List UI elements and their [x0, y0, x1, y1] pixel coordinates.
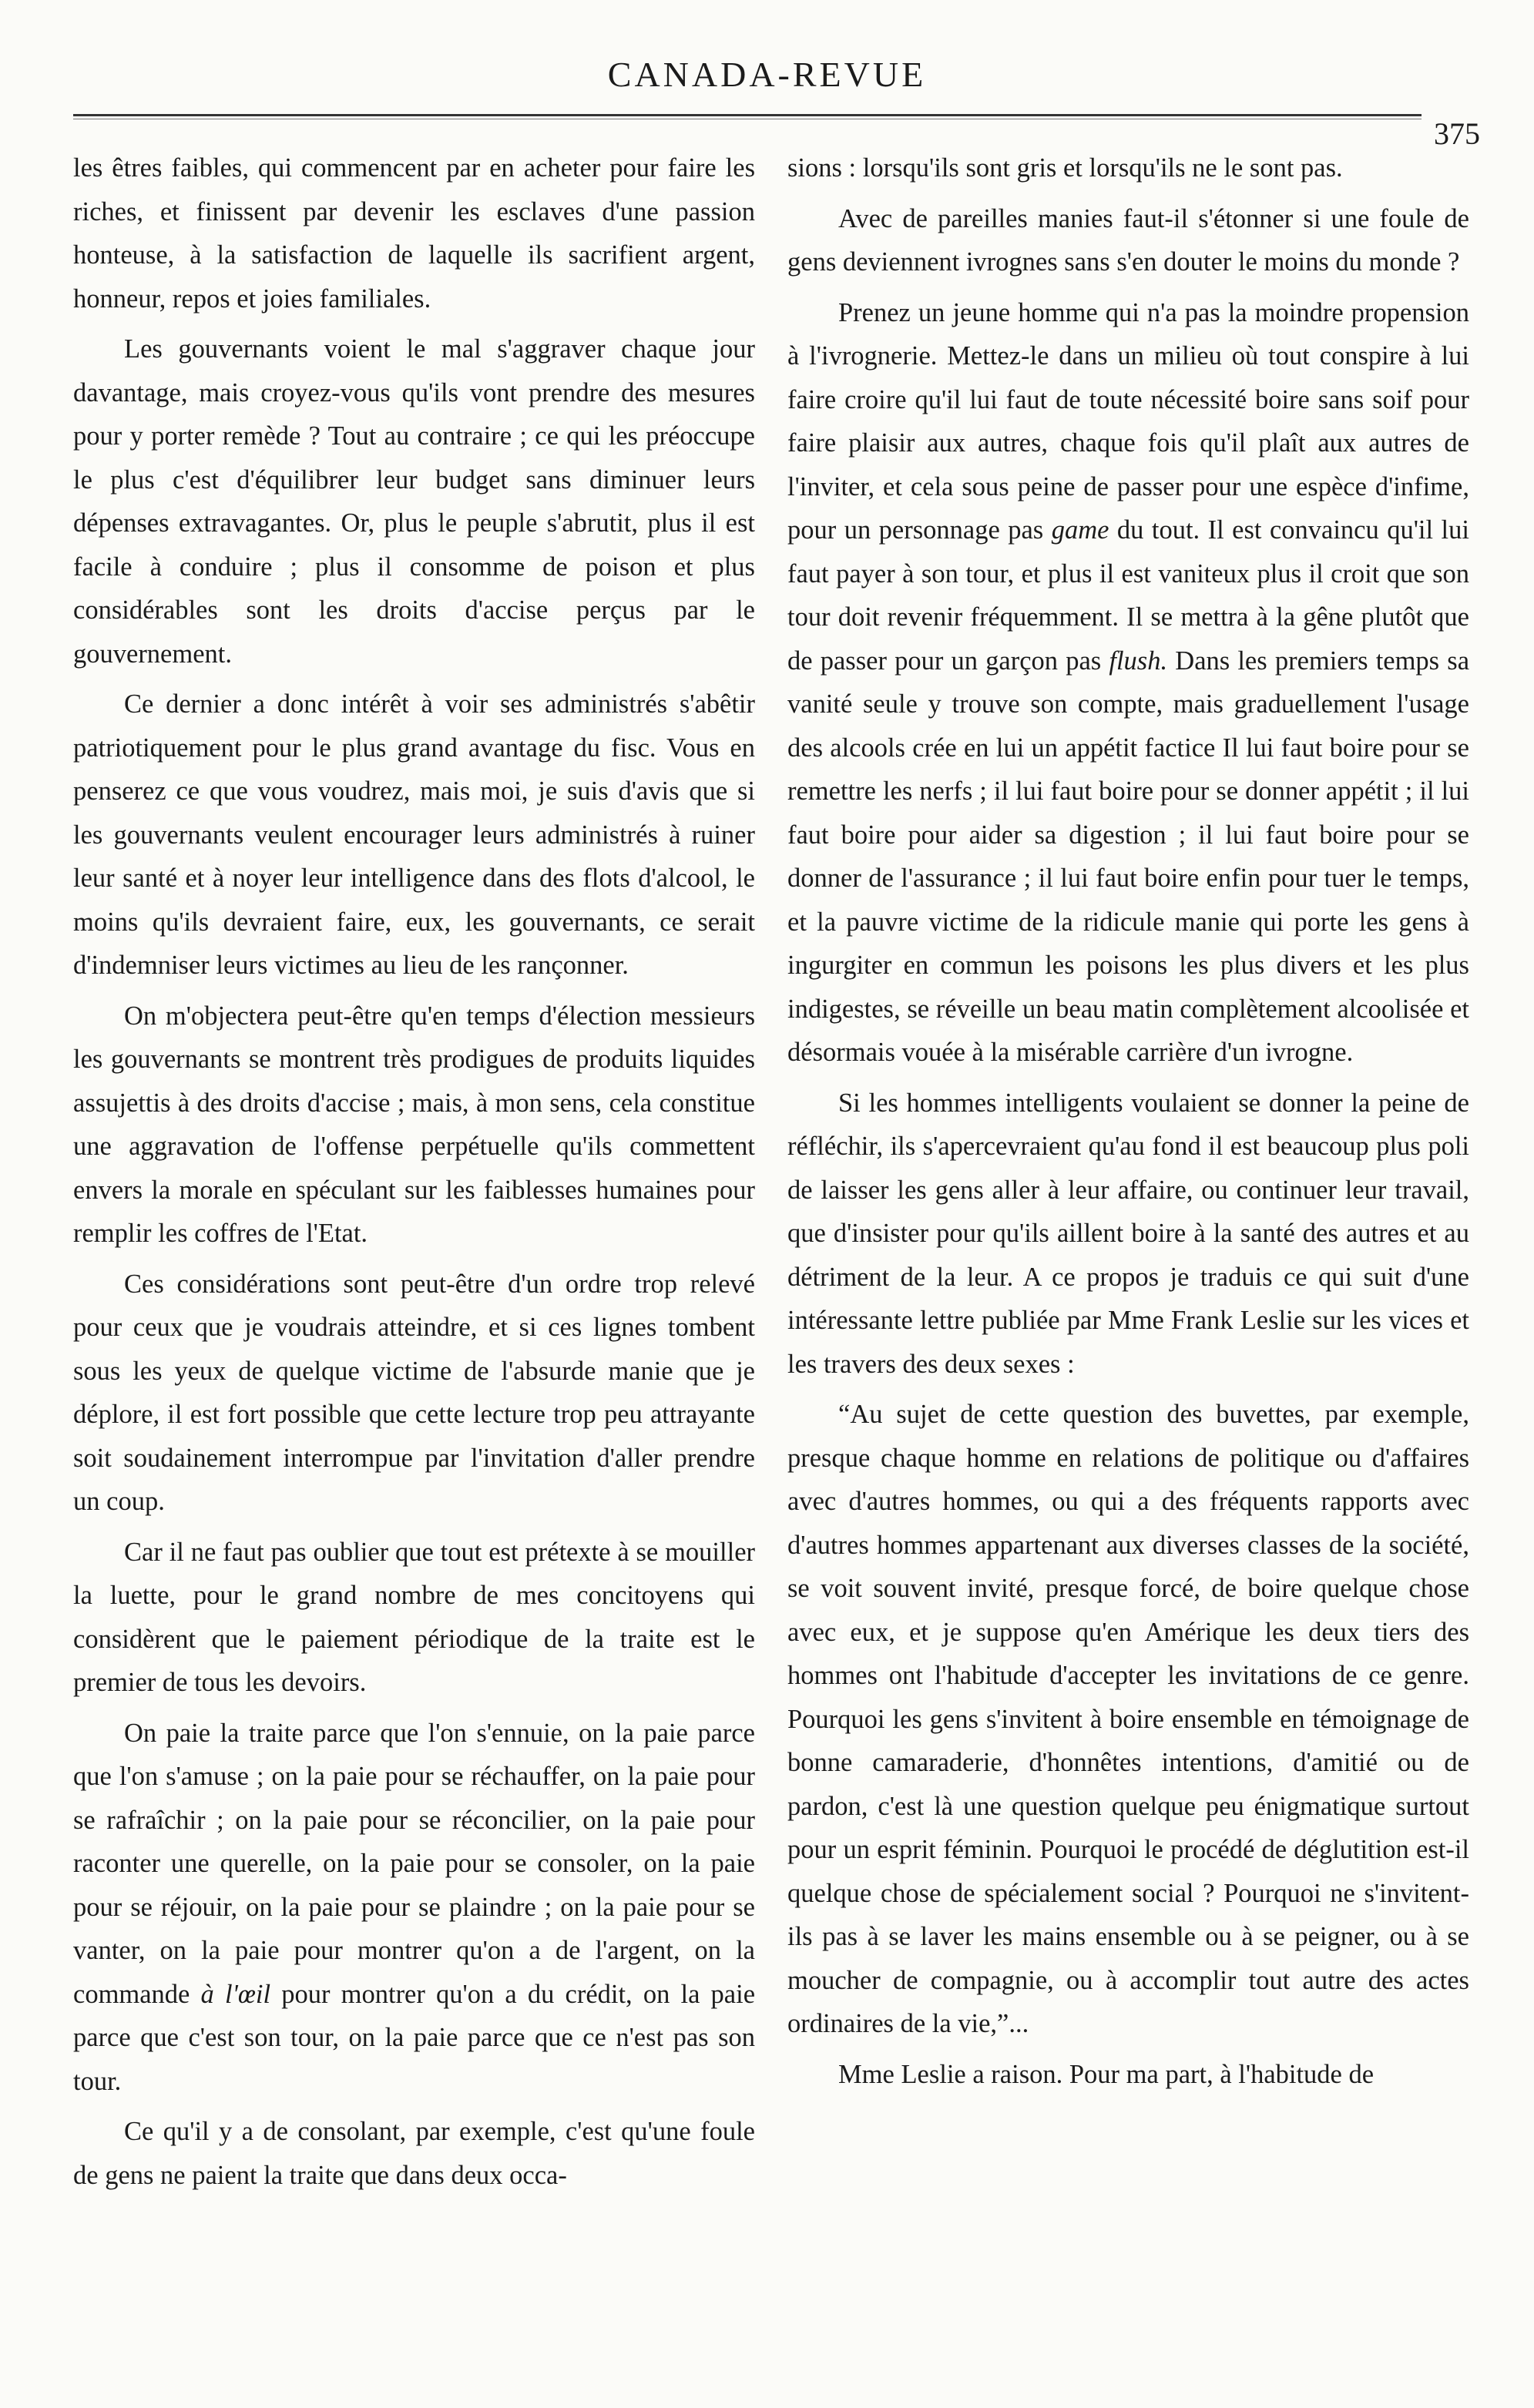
- paragraph: Avec de pareilles manies faut-il s'étonner si une foule de gens deviennent ivrognes sans s'en douter le moins du monde ?: [787, 203, 1469, 277]
- text-span: Dans les premiers temps sa vanité seule y trouve son compte, mais graduellement l'usage des alcools crée en lui un appétit factice Il lui faut boire pour se remettre les nerfs ; il lui faut boire pour se donner appétit ; il lui faut boire pour aider sa digestion ; il lui faut boire pour se donner de l'assurance ; il lui faut boire enfin pour tuer le temps, et la pauvre victime de la ridicule manie qui porte les gens à ingurgiter en commun les poisons les plus divers et les plus indigestes, se réveille un beau matin complètement alcoolisée et désormais vouée à la misérable carrière d'un ivrogne.: [787, 646, 1470, 1067]
- left-column: [73, 146, 755, 2204]
- quotation-paragraph: “Au sujet de cette question des buvettes, par exemple, presque chaque homme en relations de politique ou d'affaires avec d'autres hommes, ou qui a des fréquents rapports avec d'autres hommes appartenant aux diverses classes de la société, se voit souvent invité, presque forcé, de boire quelque chose avec eux, et je suppose qu'en Amérique les deux tiers des hommes ont l'habitude d'accepter les invitations de ce genre. Pourquoi les gens s'invitent à boire ensemble en témoignage de bonne camaraderie, d'honnêtes intentions, d'amitié ou de pardon, c'est là une question quelque peu énigmatique surtout pour un esprit féminin. Pourquoi le procédé de déglutition est-il quelque chose de spécialement social ? Pourquoi ne s'invitent-ils pas à se laver les mains ensemble ou à se peigner, ou à se moucher de compagnie, ou à accomplir tout autre des actes ordinaires de la vie,”...: [787, 1400, 1469, 2038]
- paragraph: Ce dernier a donc intérêt à voir ses administrés s'abêtir patriotiquement pour le plus grand avantage du fisc. Vous en penserez ce que vous voudrez, mais moi, je suis d'avis que si les gouvernants veulent encourager leurs administrés à ruiner leur santé et à noyer leur intelligence dans des flots d'alcool, le moins qu'ils devraient faire, eux, les gouvernants, ce serait d'indemniser leurs victimes au lieu de les rançonner.: [73, 689, 755, 980]
- paragraph: [787, 291, 1469, 1075]
- paragraph: [73, 1712, 755, 2104]
- paragraph: On m'objectera peut-être qu'en temps d'élection messieurs les gouvernants se montrent très prodigues de produits liquides assujettis à des droits d'accise ; mais, à mon sens, cela constitue une aggravation de l'offense perpétuelle qu'ils commettent envers la morale en spéculant sur les faiblesses humaines pour remplir les coffres de l'Etat.: [73, 1001, 755, 1248]
- page-number: 375: [1434, 116, 1480, 151]
- paragraph: Mme Leslie a raison. Pour ma part, à l'habitude de: [838, 2059, 1375, 2089]
- paragraph: Car il ne faut pas oublier que tout est prétexte à se mouiller la luette, pour le grand nombre de mes concitoyens qui considèrent que le paiement périodique de la traite est le premier de tous les devoirs.: [73, 1537, 755, 1697]
- paragraph: Si les hommes intelligents voulaient se donner la peine de réfléchir, ils s'apercevraient qu'au fond il est beaucoup plus poli de laisser les gens aller à leur affaire, ou continuer leur travail, que d'insister pour qu'ils aillent boire à la santé des autres et au détriment de la leur. A ce propos je traduis ce qui suit d'une intéressante lettre publiée par Mme Frank Leslie sur les vices et les travers des deux sexes :: [787, 1088, 1469, 1379]
- italic-phrase: à l'œil: [200, 1979, 271, 2009]
- italic-word: game: [1051, 515, 1109, 545]
- header-rule: [73, 114, 1422, 119]
- italic-word: flush.: [1109, 646, 1168, 676]
- paragraph: les êtres faibles, qui commencent par en acheter pour faire les riches, et finissent par devenir les esclaves d'une passion honteuse, à la satisfaction de laquelle ils sacrifient argent, honneur, repos et joies familiales.: [73, 153, 755, 314]
- paragraph: Ces considérations sont peut-être d'un ordre trop relevé pour ceux que je voudrais atteindre, et si ces lignes tombent sous les yeux de quelque victime de l'absurde manie que je déplore, il est fort possible que cette lecture trop peu attrayante soit soudainement interrompue par l'invitation d'aller prendre un coup.: [73, 1269, 755, 1516]
- text-span: du tout. Il est convaincu qu'il lui faut payer à son tour, et plus il est vaniteux plus il croit que son tour doit revenir fréquemment. Il se mettra à la gêne plutôt que de passer pour un garçon pas: [787, 515, 1469, 676]
- text-span: Prenez un jeune homme qui n'a pas la moindre propension à l'ivrognerie. Mettez-le dans un milieu où tout conspire à lui faire croire qu'il lui faut de toute nécessité boire sans soif pour faire plaisir aux autres, chaque fois qu'il plaît aux autres de l'inviter, et cela sous peine de passer pour une espèce d'infime, pour un personnage pas: [787, 297, 1469, 545]
- text-span: On paie la traite parce que l'on s'ennuie, on la paie parce que l'on s'amuse ; on la paie pour se réchauffer, on la paie pour se rafraîchir ; on la paie pour se réconcilier, on la paie pour raconter une querelle, on la paie pour se consoler, on la paie pour se réjouir, on la paie pour se plaindre ; on la paie pour se vanter, on la paie pour montrer qu'on a de l'argent, on la commande: [73, 1718, 755, 2009]
- text-span: pour montrer qu'on a du crédit, on la paie parce que c'est son tour, on la paie parce que ce n'est pas son tour.: [73, 1979, 756, 2096]
- journal-title: CANADA-REVUE: [607, 55, 927, 94]
- paragraph: Ce qu'il y a de consolant, par exemple, c'est qu'une foule de gens ne paient la traite que dans deux occa-: [73, 2117, 755, 2190]
- paragraph: Les gouvernants voient le mal s'aggraver chaque jour davantage, mais croyez-vous qu'ils vont prendre des mesures pour y porter remède ? Tout au contraire ; ce qui les préoccupe le plus c'est d'équilibrer leur budget sans diminuer leurs dépenses extravagantes. Or, plus le peuple s'abrutit, plus il est facile à conduire ; plus il consomme de poison et plus considérables sont les droits d'accise perçus par le gouvernement.: [73, 334, 755, 669]
- paragraph: sions : lorsqu'ils sont gris et lorsqu'ils ne le sont pas.: [787, 153, 1343, 183]
- right-column: [787, 146, 1469, 2103]
